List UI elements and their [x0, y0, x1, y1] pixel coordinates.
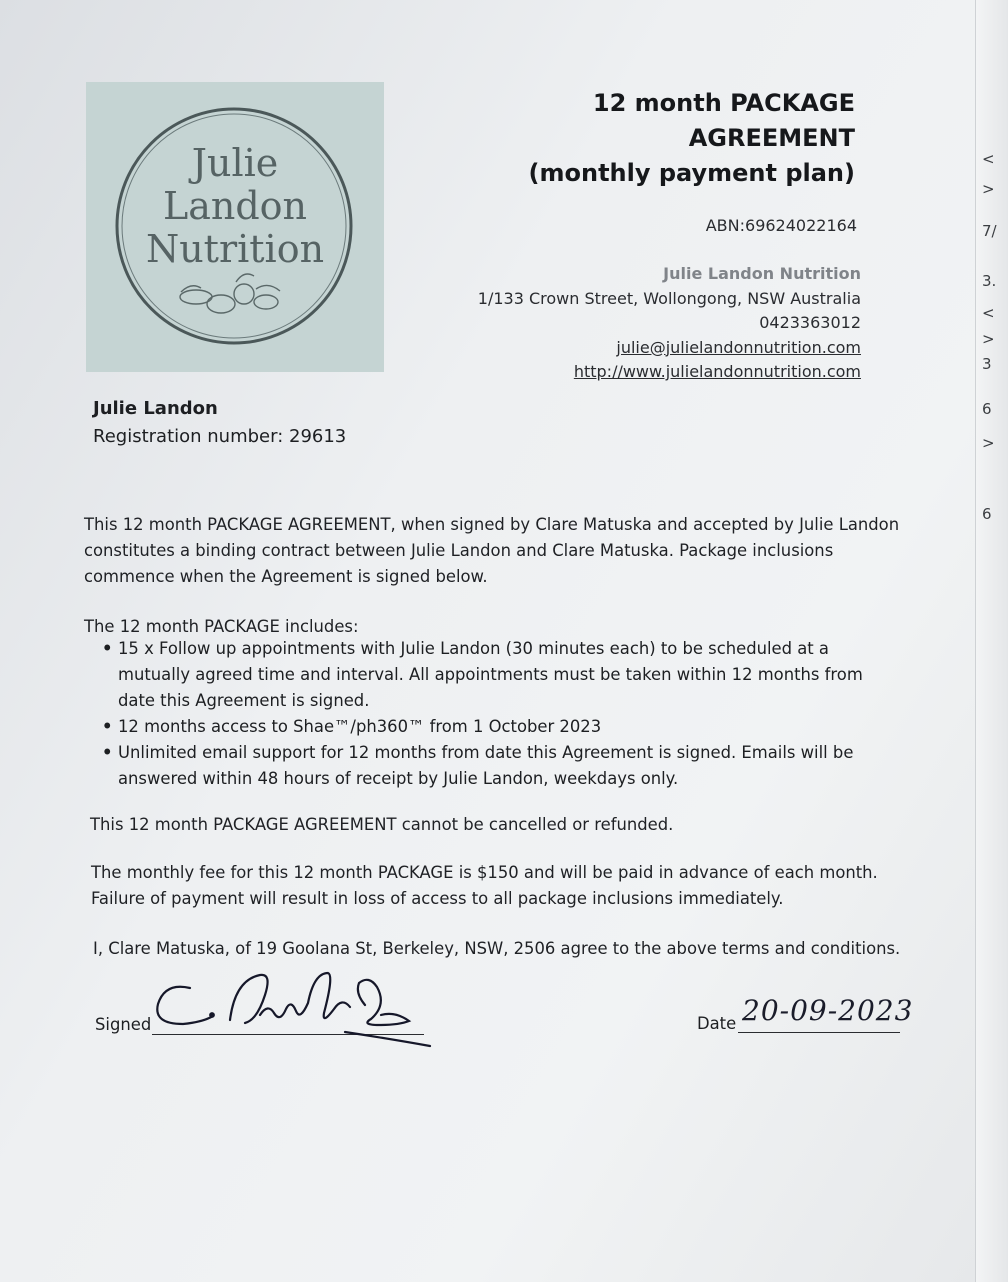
list-item: • 15 x Follow up appointments with Julie Landon (30 minutes each) to be scheduled at a mutually agreed time and interval. All appointments must be taken within 12 months from date this Agreement is signed.	[100, 636, 900, 714]
date-line	[738, 1032, 900, 1033]
edge-mark: 6	[982, 505, 992, 523]
logo-name-line-3: Nutrition	[145, 227, 325, 271]
handwritten-date: 20-09-2023	[742, 994, 914, 1027]
logo-name-line-2: Landon	[162, 184, 308, 228]
intro-paragraph: This 12 month PACKAGE AGREEMENT, when signed by Clare Matuska and accepted by Julie Landon constitutes a binding contract between Julie Landon and Clare Matuska. Package inclusions commence when the Agreement is signed below.	[84, 515, 900, 586]
title-line-1: 12 month PACKAGE	[592, 89, 855, 117]
title-line-2: AGREEMENT	[688, 124, 855, 152]
business-phone: 0423363012	[759, 313, 861, 332]
practitioner-block	[93, 395, 346, 451]
edge-mark: 3.	[982, 272, 997, 290]
list-item: • 12 months access to Shae™/ph360™ from 1 October 2023	[100, 714, 900, 740]
consent-paragraph: I, Clare Matuska, of 19 Goolana St, Berkeley, NSW, 2506 agree to the above terms and conditions.	[93, 939, 901, 958]
contact-block	[478, 262, 861, 385]
title-line-3: (monthly payment plan)	[528, 159, 855, 187]
agreement-title	[529, 86, 855, 191]
list-item: • Unlimited email support for 12 months from date this Agreement is signed. Emails will be answered within 48 hours of receipt by Julie Landon, weekdays only.	[100, 740, 900, 792]
no-cancel-paragraph: This 12 month PACKAGE AGREEMENT cannot be cancelled or refunded.	[90, 815, 674, 834]
fee-paragraph: The monthly fee for this 12 month PACKAGE is $150 and will be paid in advance of each month. Failure of payment will result in loss of access to all package inclusions immediately.	[91, 863, 878, 908]
handwritten-signature	[150, 970, 440, 1055]
logo-name-line-1: Julie	[191, 141, 279, 185]
abn-number: ABN:69624022164	[705, 216, 857, 235]
edge-mark: >	[982, 330, 995, 348]
logo	[86, 82, 384, 372]
edge-mark: <	[982, 304, 995, 322]
date-label: Date	[697, 1014, 737, 1033]
edge-mark: 7/	[982, 222, 997, 240]
business-name: Julie Landon Nutrition	[663, 264, 861, 283]
underlying-page-edge	[975, 0, 1008, 1282]
business-address: 1/133 Crown Street, Wollongong, NSW Australia	[477, 288, 861, 308]
signed-label: Signed	[95, 1015, 152, 1034]
practitioner-name: Julie Landon	[93, 398, 218, 419]
edge-mark: 6	[982, 400, 992, 418]
registration-number: Registration number: 29613	[93, 426, 347, 447]
inclusions-list	[100, 636, 900, 792]
edge-mark: >	[982, 434, 995, 452]
website-link[interactable]: http://www.julielandonnutrition.com	[573, 362, 861, 381]
edge-mark: >	[982, 180, 995, 198]
includes-label: The 12 month PACKAGE includes:	[84, 617, 359, 636]
edge-mark: 3	[982, 355, 992, 373]
email-link[interactable]: julie@julielandonnutrition.com	[616, 337, 861, 357]
edge-mark: <	[982, 150, 995, 168]
